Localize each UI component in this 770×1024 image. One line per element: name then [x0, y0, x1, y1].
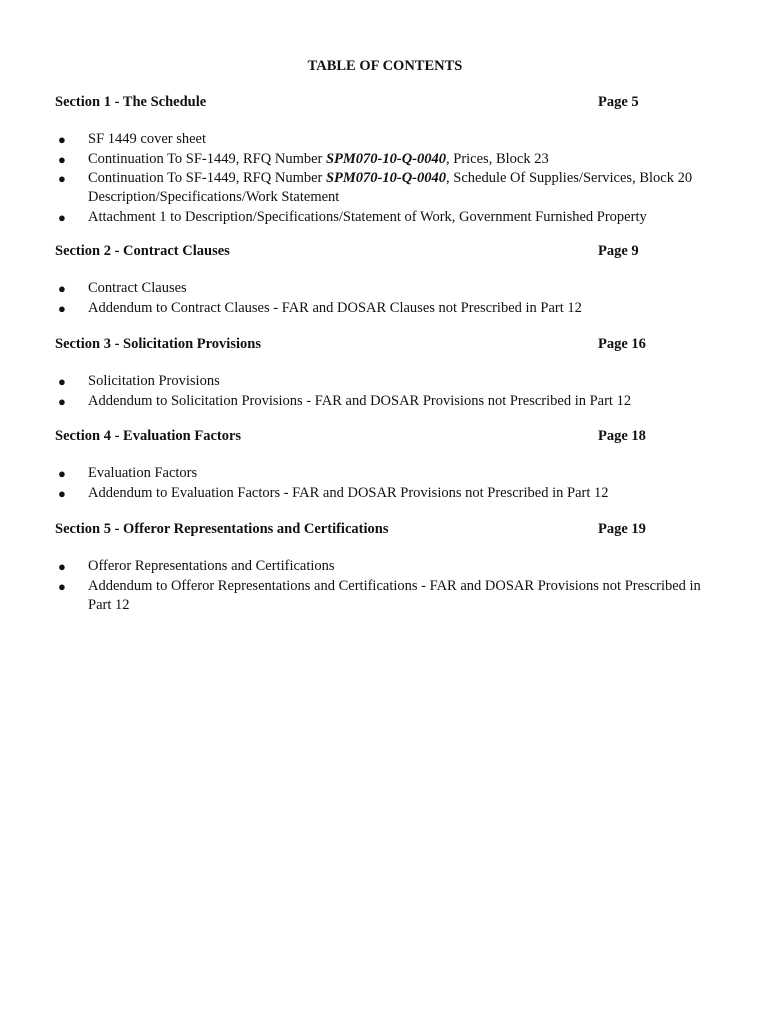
section-title: Section 1 - The Schedule: [55, 94, 207, 110]
list-item-text: Addendum to Evaluation Factors - FAR and DOSAR Provisions not Prescribed in Part 12: [88, 484, 609, 501]
list-item-text: Addendum to Offeror Representations and Certifications - FAR and DOSAR Provisions not Prescribed in Part 12: [88, 577, 701, 613]
bullet-icon: ●: [58, 393, 66, 409]
list-item-text-post: , Prices, Block 23: [446, 150, 549, 167]
section-4-list: [55, 464, 725, 503]
list-item: [55, 392, 725, 411]
bullet-icon: ●: [58, 281, 66, 296]
list-item: [55, 464, 725, 483]
list-item-text-pre: Continuation To SF-1449, RFQ Number: [88, 170, 326, 186]
bullet-icon: ●: [58, 151, 66, 167]
rfq-number: SPM070-10-Q-0040: [325, 170, 447, 186]
list-item: [55, 557, 725, 576]
section-3-list: [55, 372, 725, 411]
list-item: [55, 208, 725, 227]
toc-title: TABLE OF CONTENTS: [307, 58, 463, 74]
section-1-header: [55, 93, 655, 112]
section-title: Section 5 - Offeror Representations and Certifications: [55, 521, 389, 537]
bullet-icon: ●: [58, 374, 66, 389]
section-page-number: Page 18: [598, 428, 646, 444]
section-page-number: Page 5: [598, 94, 639, 110]
list-item: [55, 150, 725, 169]
list-item-text-pre: Continuation To SF-1449, RFQ Number: [88, 150, 326, 167]
rfq-number: SPM070-10-Q-0040: [325, 150, 447, 167]
list-item: [55, 299, 725, 318]
bullet-icon: ●: [58, 300, 66, 316]
bullet-icon: ●: [58, 209, 66, 225]
bullet-icon: ●: [58, 485, 66, 501]
list-item-text: Addendum to Contract Clauses - FAR and DOSAR Clauses not Prescribed in Part 12: [88, 299, 582, 316]
section-5-list: [55, 557, 725, 615]
section-5-header: [55, 520, 655, 539]
list-item: [55, 484, 725, 503]
list-item-text: Solicitation Provisions: [88, 373, 220, 389]
bullet-icon: ●: [58, 171, 66, 186]
section-1-list: [55, 130, 725, 227]
section-title: Section 3 - Solicitation Provisions: [55, 336, 261, 352]
list-item: [55, 169, 725, 207]
list-item-text: Offeror Representations and Certifications: [88, 558, 335, 574]
bullet-icon: ●: [58, 559, 66, 574]
bullet-icon: ●: [58, 578, 66, 594]
list-item-text: SF 1449 cover sheet: [88, 131, 206, 147]
section-title: Section 4 - Evaluation Factors: [55, 428, 242, 444]
bullet-icon: ●: [58, 466, 66, 481]
list-item-text: Contract Clauses: [88, 280, 187, 296]
section-2-list: [55, 279, 725, 318]
section-page-number: Page 9: [598, 243, 639, 259]
list-item-text: Addendum to Solicitation Provisions - FAR and DOSAR Provisions not Prescribed in Part 12: [88, 392, 632, 409]
section-page-number: Page 19: [598, 521, 646, 537]
section-page-number: Page 16: [598, 336, 646, 352]
section-title: Section 2 - Contract Clauses: [55, 243, 230, 259]
list-item: [55, 372, 725, 391]
list-item-text-post: , Schedule Of Supplies/Services, Block 20 Description/Specifications/Work Statement: [88, 170, 693, 205]
section-3-header: [55, 335, 655, 354]
bullet-icon: ●: [58, 132, 66, 147]
list-item: [55, 279, 725, 298]
list-item: [55, 130, 725, 149]
list-item-text: Evaluation Factors: [88, 465, 198, 481]
section-4-header: [55, 427, 655, 446]
section-2-header: [55, 242, 655, 261]
list-item: [55, 577, 725, 615]
list-item-text: Attachment 1 to Description/Specifications/Statement of Work, Government Furnished Property: [88, 208, 647, 225]
